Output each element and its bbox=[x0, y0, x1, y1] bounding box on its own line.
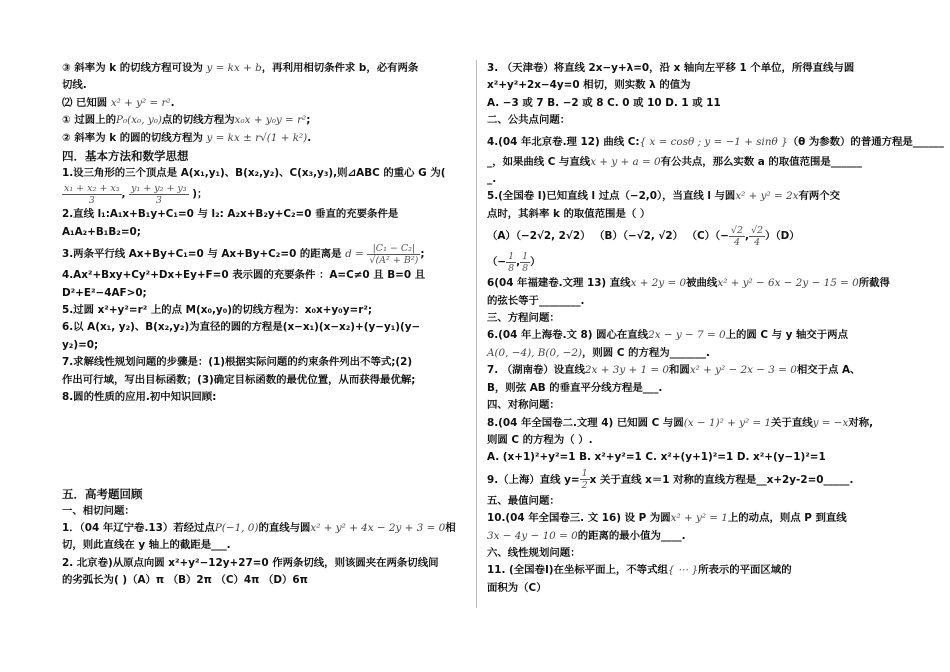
method-item: 作出可行域，写出目标函数；(3)确定目标函数的最优位置，从而获得最优解; bbox=[62, 373, 416, 386]
question-6b: 6.(04 年上海卷.文 8) 圆心在直线2x − y − 7 = 0上的圆 C 与 y 轴交于两点 bbox=[487, 329, 848, 342]
text-line: 切线. bbox=[62, 79, 87, 92]
question-5-option-d: （− $\frac{1}{8}$ , $\frac{1}{8}$ ） bbox=[487, 250, 541, 274]
subsection-heading: 一、相切问题： bbox=[62, 504, 135, 517]
fraction: $\frac{1}{2}$ bbox=[581, 468, 588, 492]
fraction: $\frac{\text{|C₁ − C₂|}}{\text{√(A² + B²)}}$ bbox=[369, 242, 419, 266]
question-10-cont: 3x − 4y − 10 = 0的距离的最小值为____. bbox=[487, 529, 686, 542]
question-6b-cont: A(0, −4), B(0, −2)，则圆 C 的方程为_______. bbox=[487, 346, 710, 359]
subsection-heading: 二、公共点问题： bbox=[487, 114, 571, 127]
fraction: $\frac{1}{8}$ bbox=[522, 250, 529, 274]
question-2: 2. 北京卷)从原点向圆 x²+y²−12y+27=0 作两条切线，则该圆夹在两条切线间 bbox=[62, 556, 439, 569]
question-4-cont: _. bbox=[487, 173, 497, 186]
column-divider bbox=[476, 60, 477, 608]
question-2-cont: 的劣弧长为( )（A）π （B）2π （C）4π （D）6π bbox=[62, 574, 308, 587]
section-heading-5: 五．高考题回顾 bbox=[62, 486, 143, 501]
method-item: A₁A₂+B₁B₂=0; bbox=[62, 225, 141, 238]
question-7-cont: B，则弦 AB 的垂直平分线方程是___. bbox=[487, 381, 663, 394]
blank-space bbox=[62, 407, 464, 485]
subsection-heading: 五、最值问题： bbox=[487, 494, 560, 507]
question-4-cont: _，如果曲线 C 与直线x + y + a = 0有公共点，那么实数 a 的取值范围是______ bbox=[487, 155, 862, 168]
question-5-cont: 点时，其斜率 k 的取值范围是（ ） bbox=[487, 207, 651, 220]
question-7: 7. （湖南卷）设直线2x + 3y + 1 = 0和圆x² + y² − 2x − 3 = 0相交于点 A、 bbox=[487, 364, 861, 377]
question-3-cont: x²+y²+2x−4y=0 相切，则实数 λ 的值为 bbox=[487, 79, 691, 92]
question-5-options: （A）（−2√2, 2√2） （B）（−√2, √2） （C）（− $\frac{√2}{4}$ , $\frac{√2}{4}$ ）（D） bbox=[487, 224, 800, 248]
text-line: ⑵ 已知圆 x² + y² = r². bbox=[62, 96, 175, 109]
question-8-options: A. (x+1)²+y²=1 B. x²+y²=1 C. x²+(y+1)²=1 D. x²+(y−1)²=1 bbox=[487, 451, 826, 464]
subsection-heading: 三、方程问题： bbox=[487, 312, 560, 325]
right-column bbox=[487, 60, 944, 597]
method-item: y₂)=0; bbox=[62, 338, 99, 351]
method-item: 5.过圆 x²+y²=r² 上的点 M(x₀,y₀)的切线方程为：x₀x+y₀y=r²; bbox=[62, 304, 373, 317]
method-item: 6.以 A(x₁, y₂)、B(x₂,y₂)为直径的圆的方程是(x−x₁)(x−x₂)+(y−y₁)(y− bbox=[62, 321, 421, 334]
subsection-heading: 四、对称问题： bbox=[487, 399, 560, 412]
method-item: 8.圆的性质的应用.初中知识回顾: bbox=[62, 391, 217, 404]
tangent-slope-line: ③ 斜率为 k 的切线方程可设为 y = kx + b，再利用相切条件求 b，必有两条 bbox=[62, 62, 419, 74]
question-4: 4.(04 年北京卷.理 12) 曲线 C:{ x = cosθ ; y = −1 + sinθ }（θ 为参数）的普通方程是______ bbox=[487, 135, 944, 148]
method-item: 4.Ax²+Bxy+Cy²+Dx+Ey+F=0 表示圆的充要条件 ：A=C≠0 且 B=0 且 bbox=[62, 269, 426, 282]
text-line: ② 斜率为 k 的圆的切线方程为 y = kx ± r√(1 + k²). bbox=[62, 131, 312, 144]
fraction: $\frac{√2}{4}$ bbox=[750, 224, 764, 248]
fraction: $\frac{\text{y₁ + y₂ + y₃}}{3}$ bbox=[131, 182, 187, 206]
method-item: 7.求解线性规划问题的步骤是：(1)根据实际问题的约束条件列出不等式;(2) bbox=[62, 356, 413, 369]
method-item: 2.直线 l₁:A₁x+B₁y+C₁=0 与 l₂: A₂x+B₂y+C₂=0 垂直的充要条件是 bbox=[62, 208, 399, 221]
question-1: 1．（04 年辽宁卷.13）若经过点P(−1, 0)的直线与圆x² + y² + 4x − 2y + 3 = 0相 bbox=[62, 521, 456, 534]
subsection-heading: 六、线性规划问题： bbox=[487, 546, 581, 559]
question-5: 5.(全国卷 I)已知直线 l 过点（−2,0），当直线 l 与圆x² + y² = 2x有两个交 bbox=[487, 190, 841, 203]
method-item: D²+E²−4AF>0; bbox=[62, 286, 147, 299]
text-line: ① 过圆上的P₀(x₀, y₀)点的切线方程为x₀x + y₀y = r²; bbox=[62, 114, 311, 127]
fraction: $\frac{1}{8}$ bbox=[508, 250, 515, 274]
method-item: 3.两条平行线 Ax+By+C₁=0 与 Ax+By+C₂=0 的距离是 d = $\frac{\text{|C₁ − C₂|}}{\text{√(A² + B²)}}$ ; bbox=[62, 242, 425, 266]
fraction: $\frac{√2}{4}$ bbox=[730, 224, 744, 248]
centroid-formula: $\frac{\text{x₁ + x₂ + x₃}}{3}$ , $\frac{\text{y₁ + y₂ + y₃}}{3}$ )； bbox=[64, 182, 208, 206]
question-6-cont: 的弦长等于________. bbox=[487, 294, 585, 307]
question-8: 8.(04 年全国卷二.文理 4) 已知圆 C 与圆(x − 1)² + y² = 1关于直线y = −x对称, bbox=[487, 416, 874, 429]
method-item: 1.设三角形的三个顶点是 A(x₁,y₁)、B(x₂,y₂)、C(x₃,y₃),则⊿ABC 的重心 G 为( bbox=[62, 167, 446, 180]
question-9: 9.（上海）直线 y= $\frac{1}{2}$ x 关于直线 x＝1 对称的直线方程是__x+2y-2=0_____. bbox=[487, 468, 854, 492]
question-3: 3. （天津卷）将直线 2x−y+λ=0，沿 x 轴向左平移 1 个单位，所得直线与圆 bbox=[487, 62, 855, 74]
question-11-cont: 面积为（C） bbox=[487, 581, 547, 594]
question-1-cont: 切，则此直线在 y 轴上的截距是___. bbox=[62, 539, 231, 552]
question-10: 10.(04 年全国卷三. 文 16) 设 P 为圆x² + y² = 1上的动点，则点 P 到直线 bbox=[487, 512, 847, 525]
question-8-cont: 则圆 C 的方程为（ ）. bbox=[487, 433, 593, 446]
left-column bbox=[62, 60, 464, 590]
question-6: 6(04 年福建卷.文理 13) 直线x + 2y = 0被曲线x² + y² − 6x − 2y − 15 = 0所截得 bbox=[487, 277, 890, 290]
question-3-options: A. −3 或 7 B. −2 或 8 C. 0 或 10 D. 1 或 11 bbox=[487, 96, 721, 109]
question-11: 11. (全国卷Ⅰ)在坐标平面上，不等式组{ ⋯ }所表示的平面区域的 bbox=[487, 564, 792, 577]
section-heading-4: 四．基本方法和数学思想 bbox=[62, 149, 189, 164]
fraction: $\frac{\text{x₁ + x₂ + x₃}}{3}$ bbox=[64, 182, 120, 206]
